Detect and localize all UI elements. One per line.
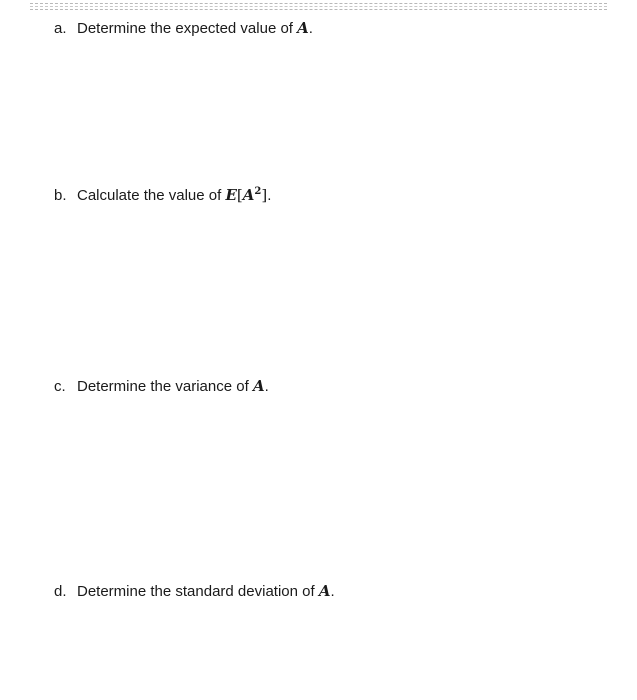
question-a-period: .	[308, 20, 313, 37]
top-divider	[30, 3, 607, 10]
question-c-label: c.	[54, 378, 66, 395]
open-bracket: [	[236, 186, 243, 204]
question-b-label: b.	[54, 187, 67, 204]
question-a	[54, 19, 313, 38]
expectation-operator: E	[225, 186, 237, 204]
variable-a: A	[252, 377, 265, 395]
variable-a: A	[242, 186, 255, 204]
question-b	[54, 183, 271, 205]
question-d-label: d.	[54, 583, 67, 600]
question-a-text: Determine the expected value of	[77, 20, 293, 37]
exponent: 2	[254, 186, 262, 197]
question-b-text: Calculate the value of	[77, 187, 222, 204]
question-d	[54, 582, 335, 601]
question-c-text: Determine the variance of	[77, 378, 249, 395]
close-bracket: ]	[261, 186, 268, 204]
variable-a: A	[318, 582, 331, 600]
variable-a: A	[297, 19, 309, 37]
question-c-period: .	[264, 378, 269, 395]
question-a-label: a.	[54, 20, 67, 37]
question-d-period: .	[330, 583, 335, 600]
question-d-text: Determine the standard deviation of	[77, 583, 315, 600]
question-b-period: .	[267, 187, 272, 204]
question-c	[54, 377, 269, 396]
